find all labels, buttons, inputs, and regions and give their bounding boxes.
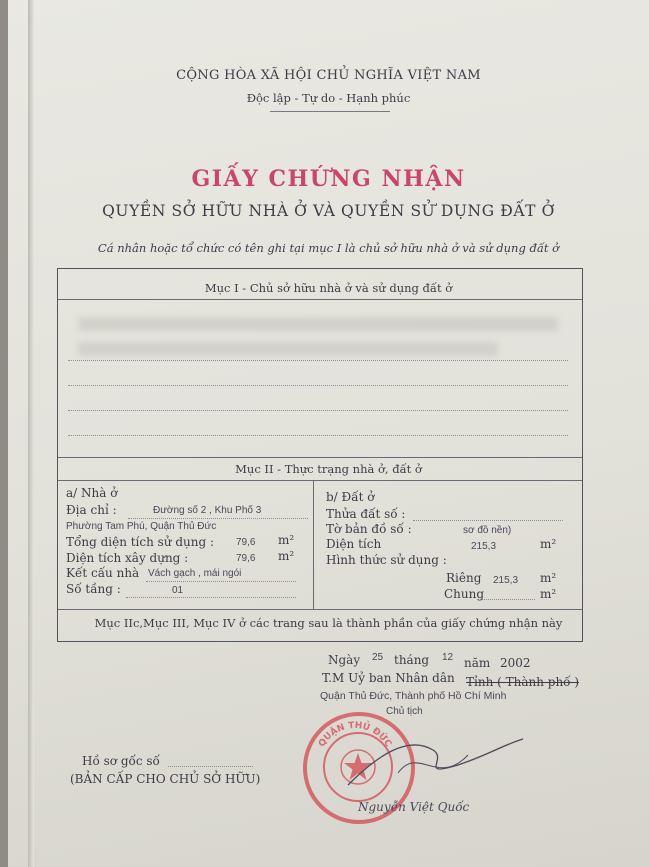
- usage-form-label: Hình thức sử dụng :: [326, 553, 447, 567]
- structure-label: Kết cấu nhà: [66, 566, 140, 580]
- address-line-2: Phường Tam Phú, Quận Thủ Đức: [66, 521, 217, 532]
- signer-role: Chủ tịch: [386, 706, 423, 717]
- owner-copy-note: (BẢN CẤP CHO CHỦ SỞ HỮU): [70, 772, 261, 786]
- section-2-heading: Mục II - Thực trạng nhà ở, đất ở: [235, 462, 422, 476]
- floors-label: Số tầng :: [66, 582, 121, 596]
- total-area-unit: m²: [278, 533, 295, 547]
- section-2-divider: [58, 480, 582, 481]
- date-month: 12: [442, 652, 454, 663]
- common-use-label: Chung: [444, 587, 485, 601]
- construction-area-label: Diện tích xây dựng :: [66, 551, 189, 565]
- year-label: năm: [464, 656, 491, 670]
- section-1-heading: Mục I - Chủ sở hữu nhà ở và sử dụng đất ở: [204, 281, 453, 295]
- owner-line: [68, 410, 568, 411]
- map-sheet-value: sơ đồ nền): [463, 525, 512, 536]
- floors-dotline: [126, 597, 296, 598]
- owner-line: [68, 360, 568, 361]
- date-year: 2002: [500, 656, 531, 670]
- continuation-note: Mục IIc,Mục III, Mục IV ở các trang sau là thành phần của giấy chứng nhận này: [94, 616, 563, 630]
- motto-underline: [270, 111, 390, 112]
- private-use-value: 215,3: [493, 575, 519, 586]
- land-area-unit: m²: [540, 537, 557, 551]
- record-number-label: Hồ sơ gốc số: [82, 754, 160, 768]
- signer-name: Nguyễn Việt Quốc: [358, 800, 470, 814]
- total-area-label: Tổng diện tích sử dụng :: [66, 535, 215, 549]
- plot-dotline: [413, 520, 563, 521]
- handwritten-signature-icon: [338, 715, 528, 805]
- private-use-unit: m²: [540, 571, 557, 585]
- date-prefix: Ngày: [328, 653, 361, 667]
- national-motto: Độc lập - Tự do - Hạnh phúc: [246, 91, 411, 105]
- owner-line: [68, 385, 568, 386]
- owner-line: [68, 435, 568, 436]
- construction-area-value: 79,6: [236, 553, 256, 564]
- total-area-value: 79,6: [236, 537, 256, 548]
- structure-dotline: [146, 581, 296, 582]
- section-2-divider-top: [58, 457, 582, 458]
- struck-province-text: Tỉnh ( Thành phố ): [466, 675, 580, 689]
- owner-info-redacted: [78, 317, 558, 331]
- address-line-1: Đường số 2 , Khu Phố 3: [153, 505, 262, 516]
- owner-info-redacted: [78, 342, 498, 356]
- certificate-title: GIẤY CHỨNG NHẬN: [191, 166, 466, 192]
- map-sheet-label: Tờ bản đồ số :: [326, 522, 412, 536]
- certificate-page: [8, 0, 649, 867]
- certificate-intro: Cá nhân hoặc tổ chức có tên ghi tại mục I là chủ sở hữu nhà ở và sử dụng đất ở: [97, 241, 560, 255]
- record-dotline: [168, 766, 253, 767]
- note-divider: [58, 609, 582, 610]
- land-area-label: Diện tích: [326, 537, 382, 551]
- svg-text:QUẬN THỦ ĐỨC: QUẬN THỦ ĐỨC: [317, 720, 393, 749]
- construction-area-unit: m²: [278, 549, 295, 563]
- address-label: Địa chỉ :: [66, 503, 117, 517]
- private-use-label: Riêng: [446, 571, 482, 585]
- common-use-unit: m²: [540, 587, 557, 601]
- issuing-location: Quận Thủ Đức, Thành phố Hồ Chí Minh: [320, 690, 507, 702]
- date-day: 25: [372, 652, 384, 663]
- floors-value: 01: [172, 585, 184, 596]
- house-section-label: a/ Nhà ở: [66, 486, 118, 500]
- committee-label: T.M Uỷ ban Nhân dân: [322, 671, 455, 685]
- section-1-divider: [58, 299, 582, 300]
- land-area-value: 215,3: [471, 541, 497, 552]
- certificate-subtitle: QUYỀN SỞ HỮU NHÀ Ở VÀ QUYỀN SỬ DỤNG ĐẤT Ở: [102, 202, 555, 220]
- country-name: CỘNG HÒA XÃ HỘI CHỦ NGHĨA VIỆT NAM: [176, 68, 481, 83]
- address-dotline: [128, 518, 308, 519]
- month-label: tháng: [394, 653, 430, 667]
- structure-value: Vách gạch , mái ngói: [148, 568, 242, 579]
- common-dotline: [480, 599, 535, 600]
- column-divider: [313, 481, 314, 609]
- land-section-label: b/ Đất ở: [326, 490, 375, 504]
- page-fold: [28, 0, 34, 867]
- plot-number-label: Thửa đất số :: [326, 507, 406, 521]
